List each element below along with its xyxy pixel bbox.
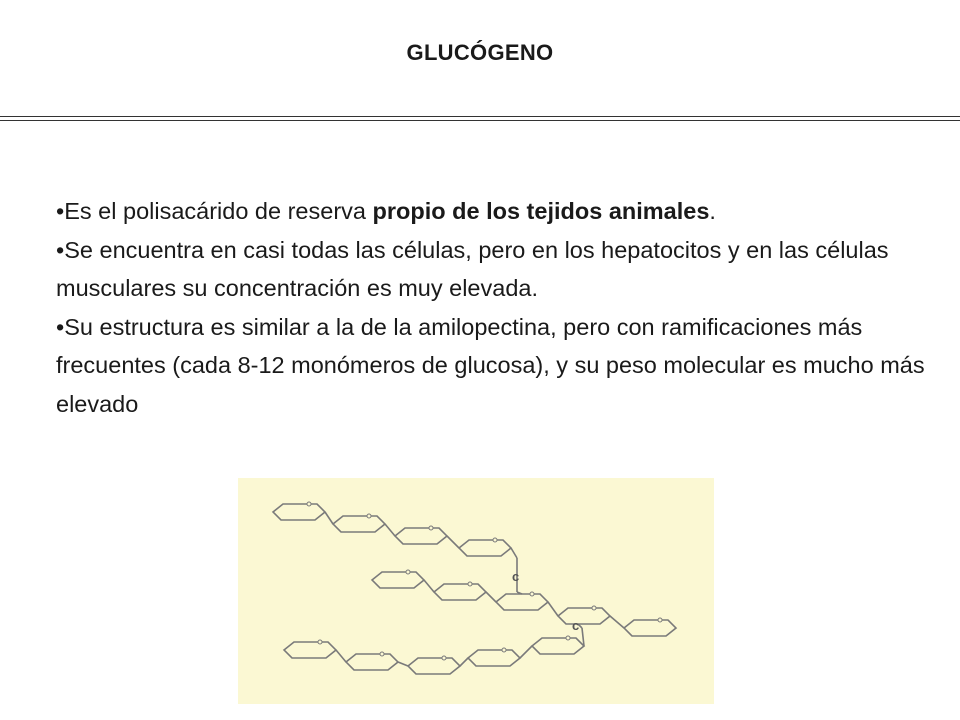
glycosidic-bonds: [325, 512, 624, 666]
body-text: [56, 192, 946, 423]
glucose-ring: [459, 540, 511, 556]
glycosidic-bond: [460, 658, 468, 666]
ring-oxygen: [566, 636, 570, 640]
ring-oxygen: [658, 618, 662, 622]
ring-oxygen: [592, 606, 596, 610]
glycosidic-bond: [398, 662, 408, 666]
glycosidic-bond: [325, 512, 333, 524]
ring-oxygen: [318, 640, 322, 644]
title-divider: [0, 116, 960, 121]
bullet-3-text: •Su estructura es similar a la de la amilopectina, pero con ramificaciones más frecuentes (cada 8-12 monómeros de glucosa), y su peso molecular es mucho más elevado: [56, 313, 925, 417]
glycosidic-bond: [447, 536, 459, 548]
glucose-ring: [532, 638, 584, 654]
glycogen-chain-svg: [238, 478, 714, 704]
glucose-ring: [624, 620, 676, 636]
glucose-ring: [496, 594, 548, 610]
glycosidic-bond: [548, 602, 558, 616]
bullet-2-text: •Se encuentra en casi todas las células, pero en los hepatocitos y en las células musculares su concentración es muy elevada.: [56, 236, 889, 301]
glucose-ring: [558, 608, 610, 624]
ring-oxygen: [530, 592, 534, 596]
glycosidic-bond: [610, 616, 624, 628]
ring-oxygen: [468, 582, 472, 586]
glucose-ring: [408, 658, 460, 674]
glucose-rings: [273, 502, 676, 674]
ring-oxygen: [380, 652, 384, 656]
branch-point-label: c: [572, 618, 580, 633]
glucose-ring: [346, 654, 398, 670]
glycosidic-bond: [511, 548, 517, 558]
bullet-item-1: [56, 192, 946, 231]
ring-oxygen: [307, 502, 311, 506]
bullet-1-bold-text: propio de los tejidos animales: [372, 198, 710, 224]
glycogen-structure-diagram: [238, 478, 714, 704]
glycosidic-bond: [336, 650, 346, 662]
ring-oxygen: [502, 648, 506, 652]
glucose-ring: [273, 504, 325, 520]
glycosidic-bond: [520, 646, 532, 658]
ring-oxygen: [429, 526, 433, 530]
ring-oxygen: [406, 570, 410, 574]
bullet-1-suffix: .: [709, 198, 716, 224]
bullet-1-text: •Es el polisacárido de reserva: [56, 198, 373, 224]
ring-oxygen: [442, 656, 446, 660]
page-title: GLUCÓGENO: [406, 40, 554, 65]
glucose-ring: [434, 584, 486, 600]
glycosidic-bond: [424, 580, 434, 592]
ring-oxygen: [367, 514, 371, 518]
bullet-item-3: [56, 308, 946, 424]
bullet-item-2: [56, 231, 946, 308]
glucose-ring: [468, 650, 520, 666]
glucose-ring: [284, 642, 336, 658]
glycosidic-bond: [486, 592, 496, 602]
ring-oxygen: [493, 538, 497, 542]
glycosidic-bond: [385, 524, 395, 536]
glucose-ring: [372, 572, 424, 588]
glucose-ring: [333, 516, 385, 532]
branch-point-label: c: [512, 569, 520, 584]
glucose-ring: [395, 528, 447, 544]
